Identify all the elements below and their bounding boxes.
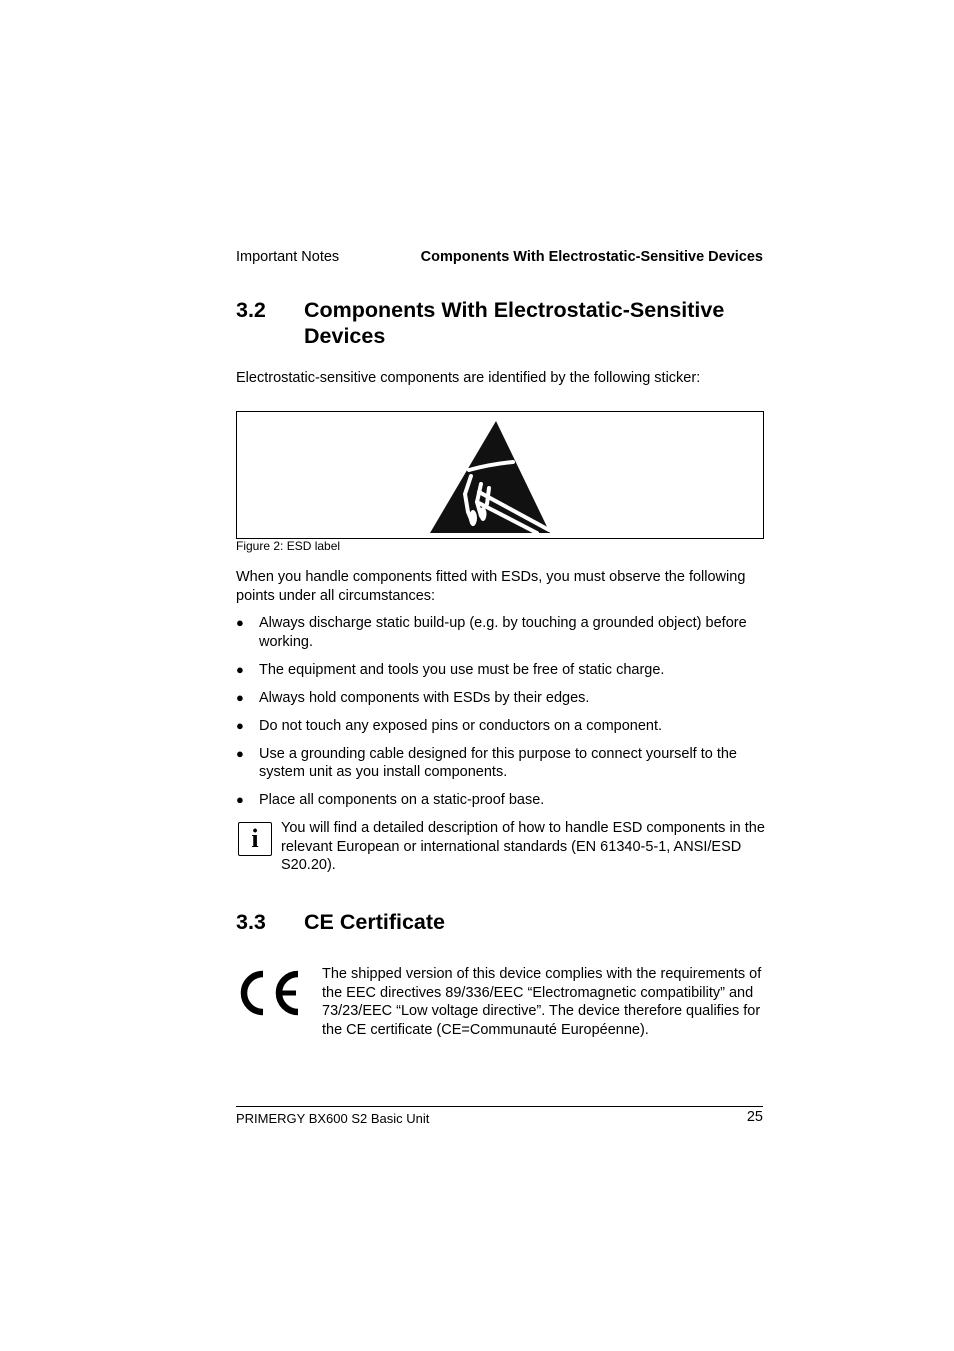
footer-rule xyxy=(236,1106,763,1107)
info-note-text: You will find a detailed description of how to handle ESD components in the relevant European or international standards (EN 61340-5-1, ANSI/ESD S20.20). xyxy=(281,820,765,873)
ce-mark-icon xyxy=(238,970,302,1016)
list-item xyxy=(236,791,764,810)
list-item xyxy=(236,661,764,680)
figure-caption: Figure 2: ESD label xyxy=(236,539,341,553)
section-title: CE Certificate xyxy=(304,910,445,934)
esd-rules-list xyxy=(236,614,764,819)
list-item-text: Always discharge static build-up (e.g. by touching a grounded object) before working. xyxy=(259,615,747,650)
ce-certificate-text: The shipped version of this device complies with the requirements of the EEC directives 89/336/EEC “Electromagnetic compatibility” and 73/23/EEC “Low voltage directive”. The device therefore qualifies for the CE certificate (CE=Communauté Européenne). xyxy=(322,966,762,1038)
page-number: 25 xyxy=(746,1109,763,1125)
list-item xyxy=(236,689,764,708)
footer-product: PRIMERGY BX600 S2 Basic Unit xyxy=(236,1111,430,1126)
list-item xyxy=(236,717,764,736)
esd-figure-frame xyxy=(236,411,764,539)
running-header-title: Components With Electrostatic-Sensitive Devices xyxy=(420,249,763,265)
bullet-dot: ● xyxy=(236,745,244,761)
esd-intro-paragraph: Electrostatic-sensitive components are identified by the following sticker: xyxy=(236,370,701,386)
bullet-dot: ● xyxy=(236,792,244,807)
section-heading-3-2 xyxy=(236,297,776,351)
list-item-text: Use a grounding cable designed for this purpose to connect yourself to the system unit as you install components. xyxy=(259,745,737,780)
info-icon: i xyxy=(238,822,272,856)
list-item-text: Do not touch any exposed pins or conductors on a component. xyxy=(259,717,663,734)
bullet-dot: ● xyxy=(236,661,244,677)
bullet-dot: ● xyxy=(236,717,244,733)
bullet-dot: ● xyxy=(236,615,244,630)
list-item-text: The equipment and tools you use must be free of static charge. xyxy=(259,661,665,678)
list-item xyxy=(236,614,764,651)
running-header-section: Important Notes xyxy=(236,249,340,265)
list-item-text: Always hold components with ESDs by their edges. xyxy=(259,689,590,706)
section-number: 3.3 xyxy=(236,910,266,934)
esd-warning-icon xyxy=(237,412,763,538)
list-item xyxy=(236,745,764,782)
esd-lead-paragraph: When you handle components fitted with ESDs, you must observe the following points under all circumstances: xyxy=(236,569,746,604)
section-number: 3.2 xyxy=(236,298,266,322)
section-title: Components With Electrostatic-Sensitive Devices xyxy=(304,298,725,348)
list-item-text: Place all components on a static-proof base. xyxy=(259,792,545,808)
bullet-dot: ● xyxy=(236,689,244,705)
section-heading-3-3 xyxy=(236,909,776,937)
